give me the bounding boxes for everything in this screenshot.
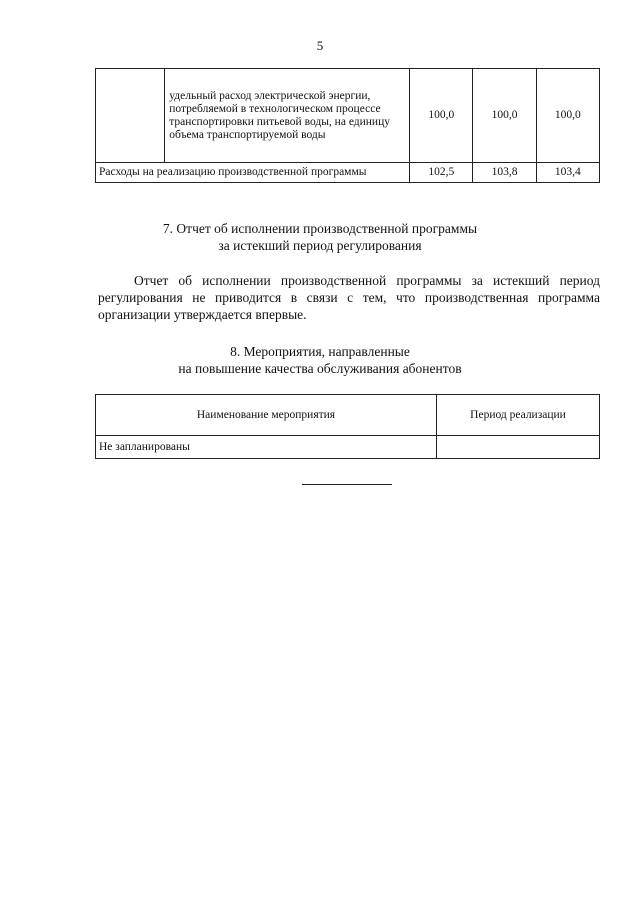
section7-heading (0, 220, 640, 254)
paragraph-text: Отчет об исполнении производственной программы за истекший период регулирования не приводится в связи с тем, что производственная программа организации утверждается впервые. (98, 273, 600, 322)
value-cell: 100,0 (410, 69, 473, 163)
value-cell: 100,0 (473, 69, 536, 163)
column-header-period: Период реализации (437, 395, 600, 436)
table-row (96, 436, 600, 459)
table-row (96, 163, 600, 183)
indicators-table (95, 68, 600, 183)
expenses-label: Расходы на реализацию производственной программы (96, 163, 410, 183)
table-row (96, 69, 600, 163)
activity-name-cell: Не запланированы (96, 436, 437, 459)
page-number: 5 (316, 38, 324, 53)
empty-cell (96, 69, 165, 163)
value-cell: 102,5 (410, 163, 473, 183)
activity-period-cell (437, 436, 600, 459)
column-header-name: Наименование мероприятия (96, 395, 437, 436)
value-cell: 103,4 (536, 163, 599, 183)
section7-paragraph (98, 272, 600, 323)
value-cell: 100,0 (536, 69, 599, 163)
activities-table (95, 394, 600, 459)
table-header-row (96, 395, 600, 436)
section7-title-line1: 7. Отчет об исполнении производственной программы (162, 221, 478, 236)
value-cell: 103,8 (473, 163, 536, 183)
end-divider (302, 484, 392, 485)
section8-title-line2: на повышение качества обслуживания абонентов (178, 361, 462, 376)
section8-heading (0, 343, 640, 377)
section8-title-line1: 8. Мероприятия, направленные (230, 344, 410, 359)
section7-title-line2: за истекший период регулирования (218, 238, 422, 253)
indicator-description: удельный расход электрической энергии, потребляемой в технологическом процессе транспортировки питьевой воды, на единицу объема транспортируемой воды (165, 69, 410, 163)
